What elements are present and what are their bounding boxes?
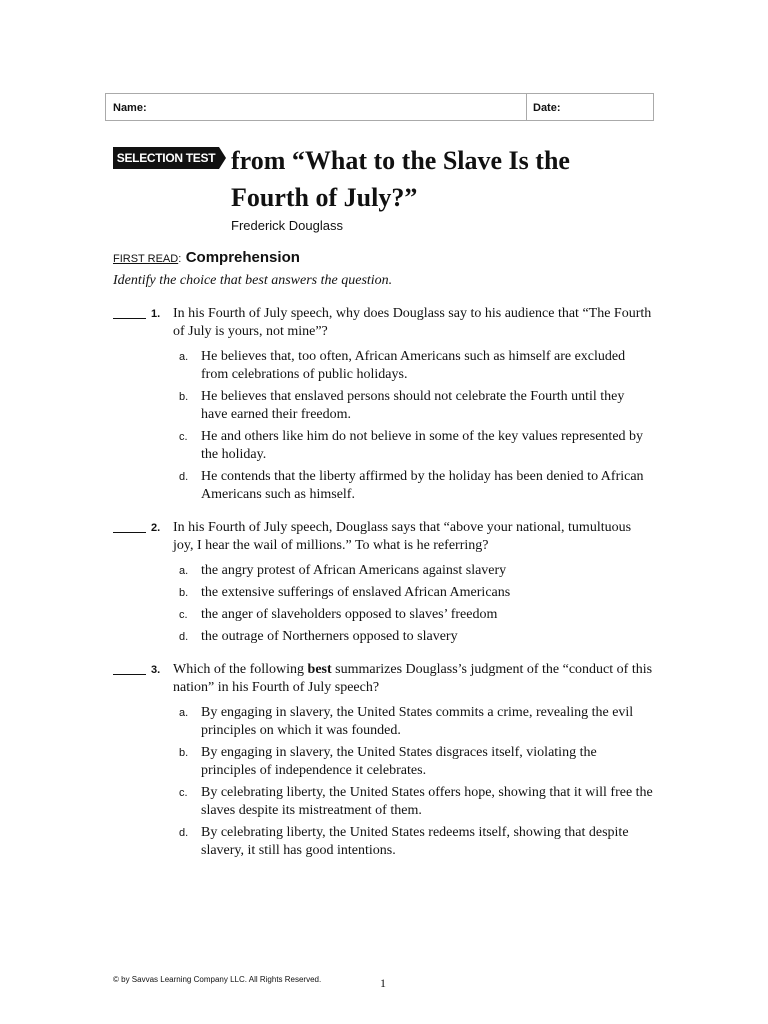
choice-text: the extensive sufferings of enslaved African Americans xyxy=(201,585,511,600)
choice-letter: d. xyxy=(179,471,189,483)
choice-b xyxy=(113,584,653,602)
choice-c xyxy=(113,428,653,464)
answer-blank[interactable] xyxy=(113,674,146,675)
choice-letter: c. xyxy=(179,431,188,443)
date-label: Date: xyxy=(533,102,561,114)
choice-letter: a. xyxy=(179,351,189,363)
question-stem xyxy=(113,305,653,341)
choice-d xyxy=(113,824,653,860)
name-date-box xyxy=(105,93,654,121)
choice-letter: d. xyxy=(179,827,189,839)
section-heading xyxy=(113,249,300,267)
choice-text: By engaging in slavery, the United States commits a crime, revealing the evil principles on which it was founded. xyxy=(201,705,634,738)
choice-c xyxy=(113,784,653,820)
page-number: 1 xyxy=(380,976,386,990)
choice-a xyxy=(113,704,653,740)
choice-text: He and others like him do not believe in some of the key values represented by the holiday. xyxy=(201,429,644,462)
instructions: Identify the choice that best answers the question. xyxy=(113,273,393,288)
choice-letter: a. xyxy=(179,565,189,577)
page-title: from “What to the Slave Is the Fourth of July?” xyxy=(231,146,570,212)
copyright-notice: © by Savvas Learning Company LLC. All Rights Reserved. xyxy=(113,975,322,984)
question-stem xyxy=(113,661,653,697)
choice-b xyxy=(113,744,653,780)
choice-letter: b. xyxy=(179,391,189,403)
choice-text: By celebrating liberty, the United States offers hope, showing that it will free the slaves despite its mistreatment of them. xyxy=(201,785,653,818)
question-1 xyxy=(113,305,653,504)
choice-text: He believes that enslaved persons should not celebrate the Fourth until they have earned their freedom. xyxy=(201,389,625,422)
choice-list xyxy=(113,348,653,504)
stem-text: In his Fourth of July speech, why does Douglass say to his audience that “The Fourth of July is yours, not mine”? xyxy=(173,306,652,339)
name-date-divider xyxy=(526,94,527,120)
question-3 xyxy=(113,661,653,860)
stem-text: In his Fourth of July speech, Douglass says that “above your national, tumultuous joy, I hear the wail of millions.” To what is he referring? xyxy=(173,520,632,553)
name-label: Name: xyxy=(113,102,147,114)
choice-text: He believes that, too often, African Americans such as himself are excluded from celebrations of public holidays. xyxy=(201,349,626,382)
first-read-label: FIRST READ xyxy=(113,253,179,265)
selection-test-badge: SELECTION TEST xyxy=(113,147,219,169)
stem-text-before: Which of the following xyxy=(173,662,308,677)
question-stem xyxy=(113,519,653,555)
answer-blank[interactable] xyxy=(113,532,146,533)
choice-d xyxy=(113,468,653,504)
choice-text: By engaging in slavery, the United States disgraces itself, violating the principles of independence it celebrates. xyxy=(201,745,597,778)
author: Frederick Douglass xyxy=(231,218,343,233)
choice-text: He contends that the liberty affirmed by the holiday has been denied to African Americans such as himself. xyxy=(201,469,644,502)
choice-a xyxy=(113,348,653,384)
question-number: 2. xyxy=(151,522,161,534)
stem-text-after: summarizes Douglass’s judgment of the “conduct of this nation” in his Fourth of July speech? xyxy=(173,662,653,695)
choice-d xyxy=(113,628,653,646)
choice-a xyxy=(113,562,653,580)
choice-text: the anger of slaveholders opposed to slaves’ freedom xyxy=(201,607,498,622)
choice-text: the angry protest of African Americans against slavery xyxy=(201,563,507,578)
choice-letter: b. xyxy=(179,747,189,759)
choice-c xyxy=(113,606,653,624)
choice-letter: b. xyxy=(179,587,189,599)
choice-b xyxy=(113,388,653,424)
choice-text: the outrage of Northerners opposed to slavery xyxy=(201,629,458,644)
choice-letter: a. xyxy=(179,707,189,719)
question-2 xyxy=(113,519,653,646)
first-read-separator: : xyxy=(178,253,182,265)
stem-emphasis: best xyxy=(307,662,332,677)
question-number: 1. xyxy=(151,308,161,320)
question-number: 3. xyxy=(151,664,161,676)
comprehension-heading: Comprehension xyxy=(185,249,300,266)
answer-blank[interactable] xyxy=(113,318,146,319)
choice-text: By celebrating liberty, the United States redeems itself, showing that despite slavery, it still has good intentions. xyxy=(201,825,629,858)
choice-letter: d. xyxy=(179,631,189,643)
choice-list xyxy=(113,704,653,860)
choice-letter: c. xyxy=(179,609,188,621)
choice-letter: c. xyxy=(179,787,188,799)
choice-list xyxy=(113,562,653,646)
